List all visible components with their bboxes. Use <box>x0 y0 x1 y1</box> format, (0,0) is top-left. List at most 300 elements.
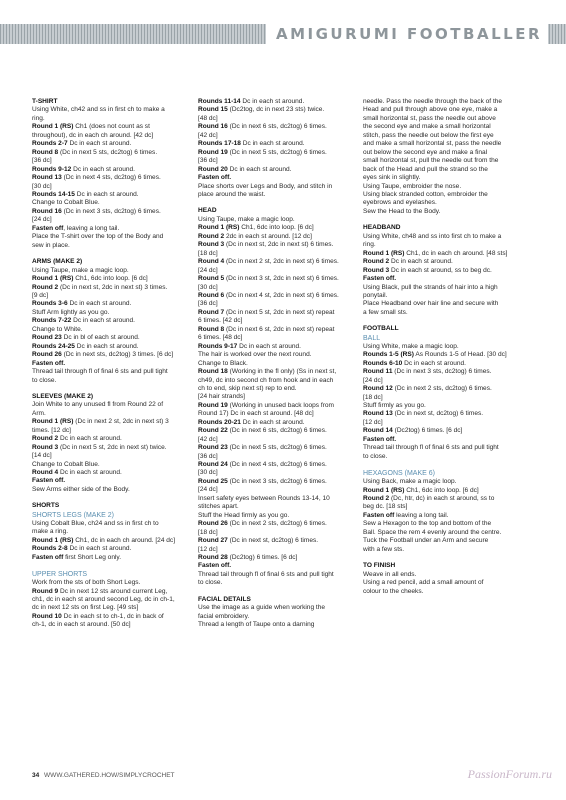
instruction-line <box>32 275 190 283</box>
instruction-text: Dc in bl of each st around. <box>61 334 140 342</box>
instruction-line <box>198 123 356 131</box>
round-label: Fasten off. <box>32 359 66 367</box>
instruction-line <box>32 469 190 477</box>
text-line: eyebrows and eyelashes. <box>363 199 437 207</box>
instruction-line <box>198 368 356 376</box>
instruction-text: (Dc in next 4 sts, dc2tog) 6 times. <box>61 174 161 182</box>
round-label: Round 5 <box>198 275 225 283</box>
text-line: needle. Pass the needle through the back of the <box>363 98 503 105</box>
text-line: Using black stranded cotton, embroider the <box>363 190 488 198</box>
instruction-line <box>32 191 190 199</box>
round-label: Round 19 <box>198 148 228 156</box>
instruction-line <box>198 520 356 528</box>
instruction-line <box>363 512 521 520</box>
instruction-text: (Dc in next sts, dc2tog) 3 times. [6 dc] <box>61 351 174 359</box>
text-line: ch to end, skip next st) rep to end. <box>198 384 297 392</box>
instruction-text: Dc in each st around. <box>402 359 466 367</box>
text-line: [30 dc] <box>198 283 218 291</box>
instruction-line <box>363 275 521 283</box>
instruction-line <box>32 317 190 325</box>
round-label: Round 16 <box>32 207 62 215</box>
section-heading: FACIAL DETAILS <box>198 595 251 603</box>
text-line: Thread tail through fl of final 6 sts and pull tight <box>363 444 499 452</box>
instruction-line <box>32 418 190 426</box>
round-label: Round 25 <box>198 477 228 485</box>
round-label: Round 24 <box>198 461 228 469</box>
text-line: place around the waist. <box>198 190 266 198</box>
instruction-line <box>198 166 356 174</box>
round-label: Round 7 <box>198 308 225 316</box>
text-line: Using Taupe, make a magic loop. <box>198 215 295 223</box>
round-label: Fasten off. <box>363 435 397 443</box>
instruction-text: Dc in each st around. <box>67 140 132 148</box>
round-label: Rounds 2-7 <box>32 140 68 148</box>
text-line: times. [12 dc] <box>32 426 71 434</box>
instruction-text: Dc in next 12 sts around current Leg, <box>58 587 168 595</box>
text-line: Tuck the Football under an Arm and secure <box>363 537 489 545</box>
round-label: Round 3 <box>363 266 390 274</box>
instruction-line <box>198 562 356 570</box>
instruction-text: (Dc in next 5 sts, dc2tog) 6 times. <box>58 148 158 156</box>
round-label: Rounds 24-25 <box>32 342 75 350</box>
instruction-text: As Rounds 1-5 of Head. [30 dc] <box>413 351 507 359</box>
instruction-line <box>198 478 356 486</box>
text-line: ponytail. <box>363 291 388 299</box>
round-label: Round 19 <box>198 401 228 409</box>
text-line: Stuff the Head firmly as you go. <box>198 511 290 519</box>
text-line: Place shorts over Legs and Body, and stitch in <box>198 182 333 190</box>
subsection-heading: UPPER SHORTS <box>32 571 88 579</box>
text-line: Using Taupe, make a magic loop. <box>32 266 129 274</box>
spacer <box>32 562 190 570</box>
column-1 <box>32 98 190 630</box>
text-line: Thread a length of Taupe onto a darning <box>198 621 315 629</box>
text-line: colour to the cheeks. <box>363 587 424 595</box>
instruction-text: (Dc in next 3 sts, dc2tog) 6 times. <box>392 368 492 376</box>
round-label: Rounds 2-8 <box>32 545 68 553</box>
round-label: Rounds 7-22 <box>32 317 72 325</box>
text-line: beg dc. [18 sts] <box>363 503 408 511</box>
footer-url: WWW.GATHERED.HOW/SIMPLYCROCHET <box>44 772 175 779</box>
text-line: eyes sink in slightly. <box>363 174 421 182</box>
text-line: stitch, pass the needle out below the first eye <box>363 131 494 139</box>
section-heading: TO FINISH <box>363 562 396 570</box>
text-line: Stuff firmly as you go. <box>363 401 426 409</box>
instruction-line <box>32 444 190 452</box>
round-label: Fasten off. <box>198 562 232 570</box>
text-line: [36 dc] <box>32 157 52 165</box>
instruction-line <box>32 123 190 131</box>
instruction-text: Dc in each st around. <box>237 342 301 350</box>
instruction-text: (Dc2tog) 6 times. [6 dc] <box>227 554 298 562</box>
text-line: to close. <box>198 579 223 587</box>
instruction-text: Dc in each st around. <box>58 469 122 477</box>
instruction-text: (Dc in next 3 sts, dc2tog) 6 times. <box>227 477 327 485</box>
text-line: [24 dc] <box>363 376 383 384</box>
page-header <box>0 0 566 46</box>
instruction-line <box>32 613 190 621</box>
instruction-line <box>32 545 190 553</box>
instruction-text: Ch1, 6dc into loop. [6 dc] <box>73 275 148 283</box>
round-label: Round 1 (RS) <box>32 275 74 283</box>
text-line: [18 dc] <box>198 528 218 536</box>
instruction-text: Dc in each st around. <box>227 165 292 173</box>
instruction-text: (Dc in next 2 st, 2dc in next st) 6 times. <box>224 258 339 266</box>
text-line: ch1, dc in each st around second Leg, dc in ch-1, <box>32 596 175 604</box>
round-label: Round 23 <box>198 444 228 452</box>
round-label: Fasten off <box>32 553 64 561</box>
text-line: [24 hair strands] <box>198 393 245 401</box>
instruction-text: first Short Leg only. <box>63 553 122 561</box>
text-line: small horizontal st, pass the needle out above <box>363 114 496 122</box>
round-label: Round 22 <box>198 427 228 435</box>
round-label: Round 20 <box>198 165 228 173</box>
instruction-line <box>32 360 190 368</box>
text-line: [9 dc] <box>32 291 49 299</box>
round-label: Round 3 <box>32 443 59 451</box>
instruction-line <box>32 300 190 308</box>
text-line: [42 dc] <box>198 131 218 139</box>
text-line: Sew the Head to the Body. <box>363 207 441 215</box>
instruction-text: Ch1, dc in each ch around. [24 dc] <box>73 536 176 544</box>
instruction-line <box>363 385 521 393</box>
instruction-text: (Working in unused back loops from <box>227 401 334 409</box>
instruction-text: Ch1, 6dc into loop. [6 dc] <box>239 224 314 232</box>
round-label: Round 11 <box>363 368 393 376</box>
instruction-text: (Dc in next 3 sts, dc2tog) 6 times. <box>61 207 161 215</box>
text-line: Using Back, make a magic loop. <box>363 478 457 486</box>
instruction-line <box>32 149 190 157</box>
round-label: Round 1 (RS) <box>198 224 240 232</box>
instruction-text: (Dc in next 2 sts, dc2tog) 6 times. <box>392 385 492 393</box>
instruction-line <box>363 410 521 418</box>
column-2 <box>198 98 356 630</box>
round-label: Round 2 <box>32 435 59 443</box>
round-label: Round 14 <box>363 427 393 435</box>
round-label: Round 26 <box>32 351 62 359</box>
round-label: Round 23 <box>32 334 62 342</box>
round-label: Round 15 <box>198 106 228 114</box>
instruction-text: Dc in each st around. <box>74 342 139 350</box>
instruction-line <box>363 427 521 435</box>
instruction-text: Dc in each st around. <box>67 545 132 553</box>
instruction-text: Dc in each st around. <box>58 435 122 443</box>
text-line: [48 dc] <box>198 114 218 122</box>
subsection-heading: HEXAGONS (MAKE 6) <box>363 470 435 478</box>
instruction-line <box>32 140 190 148</box>
instruction-text: , leaving a long tail. <box>63 224 120 232</box>
section-heading: HEAD <box>198 207 217 215</box>
instruction-text: (Dc in next 6 sts, dc2tog) 6 times. <box>227 427 327 435</box>
column-3 <box>363 98 521 596</box>
instruction-text: (Dc in next st, dc2tog) 6 times. <box>392 410 484 418</box>
instruction-line <box>32 537 190 545</box>
text-line: Using White, ch42 and ss in first ch to make a <box>32 106 165 114</box>
text-line: [18 dc] <box>363 393 383 401</box>
round-label: Round 8 <box>32 148 59 156</box>
text-line: 6 times. [48 dc] <box>198 334 243 342</box>
text-line: back of the Head and pull the strand so the <box>363 165 488 173</box>
text-line: facial embroidery. <box>198 612 250 620</box>
round-label: Round 1 (RS) <box>32 536 74 544</box>
text-line: Change to White. <box>32 325 83 333</box>
text-line: 6 times. [42 dc] <box>198 317 243 325</box>
instruction-line <box>198 461 356 469</box>
round-label: Rounds 6-10 <box>363 359 403 367</box>
text-line: Head and pull through above one eye, make a <box>363 106 498 114</box>
instruction-line <box>198 326 356 334</box>
round-label: Fasten off <box>363 511 395 519</box>
instruction-line <box>363 495 521 503</box>
text-line: Using Black, pull the strands of hair into a high <box>363 283 498 291</box>
instruction-line <box>363 360 521 368</box>
text-line: [30 dc] <box>198 469 218 477</box>
text-line: [24 dc] <box>32 216 52 224</box>
instruction-line <box>198 343 356 351</box>
instruction-text: (Dc in next 2 sts, dc2tog) 6 times. <box>227 520 327 528</box>
text-line: Place the T-shirt over the top of the Body and <box>32 233 164 241</box>
instruction-text: (Dc in next 4 sts, dc2tog) 6 times. <box>227 461 327 469</box>
instruction-text: (Dc in next 5 st, 2dc in next st) repeat <box>224 308 335 316</box>
instruction-text: Dc in each st around. <box>67 300 132 308</box>
text-line: the second eye and make a small horizontal <box>363 123 491 131</box>
text-line: Stuff Arm lightly as you go. <box>32 308 110 316</box>
text-line: Weave in all ends. <box>363 570 417 578</box>
instruction-text: (Working in the fl only) (Ss in next st, <box>227 368 337 376</box>
instruction-line <box>363 267 521 275</box>
instruction-line <box>32 554 190 562</box>
instruction-text: (Dc in next 4 st, 2dc in next st) 6 times. <box>224 291 339 299</box>
round-label: Rounds 9-12 <box>32 165 72 173</box>
round-label: Fasten off. <box>363 275 397 283</box>
instruction-line <box>198 140 356 148</box>
round-label: Round 4 <box>32 469 59 477</box>
instruction-text: Dc in each st around. <box>71 165 135 173</box>
round-label: Round 1 (RS) <box>32 123 74 131</box>
instruction-line <box>198 444 356 452</box>
instruction-text: Dc in each st around. <box>74 190 139 198</box>
text-line: dc in next 12 sts on first Leg. [49 sts] <box>32 604 139 612</box>
instruction-line <box>32 588 190 596</box>
instruction-text: Dc in each st around. <box>240 140 305 148</box>
instruction-line <box>32 174 190 182</box>
text-line: Change to Cobalt Blue. <box>32 460 100 468</box>
text-line: ring. <box>363 241 376 249</box>
instruction-line <box>198 554 356 562</box>
round-label: Round 10 <box>32 612 62 620</box>
text-line: [36 dc] <box>198 452 218 460</box>
text-line: [36 dc] <box>198 300 218 308</box>
instruction-line <box>198 402 356 410</box>
text-line: Place Headband over hair line and secure with <box>363 300 499 308</box>
text-line: [36 dc] <box>198 157 218 165</box>
round-label: Round 26 <box>198 520 228 528</box>
section-heading: HEADBAND <box>363 224 401 232</box>
round-label: Round 12 <box>363 385 393 393</box>
text-line: [42 dc] <box>198 435 218 443</box>
instruction-text: Dc in each st around. <box>240 418 305 426</box>
text-line: Round 17) Dc in each st around. [48 dc] <box>198 410 314 418</box>
section-heading: T-SHIRT <box>32 98 58 105</box>
round-label: Round 2 <box>363 495 390 503</box>
page-title: AMIGURUMI FOOTBALLER <box>266 23 548 45</box>
text-line: Using White, ch48 and ss into first ch to make a <box>363 232 502 240</box>
round-label: Round 1 (RS) <box>363 486 405 494</box>
round-label: Rounds 17-18 <box>198 140 241 148</box>
instruction-text: leaving a long tail. <box>394 511 449 519</box>
text-line: Thread tail through fl of final 6 sts and pull tight <box>32 368 168 376</box>
text-line: sew in place. <box>32 241 70 249</box>
instruction-line <box>32 284 190 292</box>
text-line: [12 dc] <box>198 545 218 553</box>
round-label: Rounds 14-15 <box>32 190 75 198</box>
round-label: Rounds 3-6 <box>32 300 68 308</box>
instruction-line <box>32 334 190 342</box>
round-label: Fasten off <box>32 224 64 232</box>
instruction-line <box>198 174 356 182</box>
text-line: ch-1, dc in each st around. [50 dc] <box>32 621 131 629</box>
text-line: to close. <box>32 376 57 384</box>
round-label: Round 4 <box>198 258 225 266</box>
instruction-line <box>198 292 356 300</box>
text-line: ring. <box>32 114 45 122</box>
round-label: Round 28 <box>198 554 228 562</box>
text-line: throughout), dc in each ch around. [42 dc] <box>32 131 154 139</box>
page-footer <box>32 772 175 779</box>
section-heading: SHORTS <box>32 502 60 510</box>
round-label: Round 13 <box>363 410 393 418</box>
subsection-heading: SHORTS LEGS (MAKE 2) <box>32 511 114 519</box>
text-line: to close. <box>363 452 388 460</box>
text-line: [24 dc] <box>198 266 218 274</box>
round-label: Round 9 <box>32 587 59 595</box>
instruction-text: (Dc2tog, dc in next 23 sts) twice. <box>227 106 325 114</box>
round-label: Round 2 <box>32 283 59 291</box>
text-line: [24 dc] <box>198 486 218 494</box>
round-label: Round 2 <box>198 232 225 240</box>
instruction-line <box>198 224 356 232</box>
instruction-text: (Dc2tog) 6 times. [6 dc] <box>392 427 463 435</box>
instruction-text: Dc in each st around, ss to beg dc. <box>389 266 492 274</box>
instruction-line <box>363 487 521 495</box>
instruction-text: (Dc in next st, 2dc in next st) 6 times. <box>224 241 334 249</box>
instruction-line <box>32 351 190 359</box>
instruction-line <box>198 275 356 283</box>
instruction-line <box>363 250 521 258</box>
round-label: Fasten off. <box>198 174 232 182</box>
instruction-text: (Dc, htr, dc) in each st around, ss to <box>389 495 495 503</box>
page-number: 34 <box>32 772 40 779</box>
text-line: Arm. <box>32 409 46 417</box>
text-line: Ball. Space the rem 4 evenly around the centre. <box>363 528 502 536</box>
round-label: Rounds 9-17 <box>198 342 238 350</box>
text-line: with a few sts. <box>363 545 405 553</box>
instruction-line <box>32 435 190 443</box>
round-label: Round 1 (RS) <box>363 249 405 257</box>
round-label: Round 6 <box>198 291 225 299</box>
round-label: Round 3 <box>198 241 225 249</box>
round-label: Fasten off. <box>32 477 66 485</box>
section-heading: ARMS (MAKE 2) <box>32 258 83 266</box>
instruction-text: (Dc in next st, dc2tog) 6 times. <box>227 537 319 545</box>
round-label: Round 27 <box>198 537 228 545</box>
round-label: Rounds 1-5 (RS) <box>363 351 414 359</box>
text-line: Join White to any unused fl from Round 22 of <box>32 401 164 409</box>
instruction-line <box>198 241 356 249</box>
text-line: Using Cobalt Blue, ch24 and ss in first ch to <box>32 519 159 527</box>
instruction-line <box>32 343 190 351</box>
instruction-line <box>198 149 356 157</box>
text-line: Using Taupe, embroider the nose. <box>363 182 462 190</box>
text-line: Insert safety eyes between Rounds 13-14, 10 <box>198 494 330 502</box>
text-line: Change to Cobalt Blue. <box>32 199 100 207</box>
round-label: Rounds 20-21 <box>198 418 241 426</box>
round-label: Round 16 <box>198 123 228 131</box>
spacer <box>363 461 521 469</box>
instruction-text: Dc in each st around. <box>240 98 305 105</box>
instruction-line <box>363 258 521 266</box>
instruction-line <box>198 309 356 317</box>
instruction-line <box>198 427 356 435</box>
instruction-text: Ch1 (does not count as st <box>73 123 150 131</box>
text-line: Sew Arms either side of the Body. <box>32 485 130 493</box>
instruction-text: 2dc in each st around. [12 dc] <box>224 232 312 240</box>
instruction-text: Dc in each st around. <box>389 258 453 266</box>
text-line: ch49, dc into second ch from hook and in each <box>198 376 334 384</box>
instruction-text: Ch1, 6dc into loop. [6 dc] <box>404 486 479 494</box>
text-line: stitches apart. <box>198 503 239 511</box>
instruction-line <box>32 225 190 233</box>
instruction-line <box>32 477 190 485</box>
text-line: Using a red pencil, add a small amount of <box>363 579 484 587</box>
text-line: and make a small horizontal st, pass the needle <box>363 140 502 148</box>
instruction-line <box>198 106 356 114</box>
instruction-text: (Dc in next 6 st, 2dc in next st) repeat <box>224 325 335 333</box>
instruction-line <box>32 166 190 174</box>
instruction-text: (Dc in next st, 2dc in next st) 3 times. <box>58 283 168 291</box>
instruction-line <box>363 436 521 444</box>
text-line: Change to Black. <box>198 359 248 367</box>
text-line: make a ring. <box>32 528 69 536</box>
section-heading: FOOTBALL <box>363 325 399 333</box>
instruction-text: Ch1, dc in each ch around. [48 sts] <box>404 249 508 257</box>
text-line: Sew a Hexagon to the top and bottom of the <box>363 520 492 528</box>
text-line: Work from the sts of both Short Legs. <box>32 579 141 587</box>
text-line: [12 dc] <box>363 418 383 426</box>
round-label: Round 8 <box>198 325 225 333</box>
instruction-line <box>198 537 356 545</box>
round-label: Round 18 <box>198 368 228 376</box>
text-line: [14 dc] <box>32 452 52 460</box>
instruction-line <box>198 258 356 266</box>
text-line: small horizontal st, pull the needle out from the <box>363 157 499 165</box>
instruction-line <box>198 419 356 427</box>
round-label: Rounds 11-14 <box>198 98 241 105</box>
instruction-line <box>363 351 521 359</box>
instruction-line <box>198 233 356 241</box>
instruction-line <box>363 368 521 376</box>
instruction-text: (Dc in next 5 st, 2dc in next st) twice. <box>58 443 167 451</box>
subsection-heading: BALL <box>363 334 381 342</box>
text-line: out below the second eye and make a final <box>363 148 488 156</box>
instruction-text: Dc in each st to ch-1, dc in back of <box>61 612 164 620</box>
round-label: Round 1 (RS) <box>32 418 74 426</box>
instruction-text: Dc in each st around. <box>71 317 135 325</box>
instruction-line <box>32 208 190 216</box>
instruction-text: (Dc in next 3 st, 2dc in next st) 6 times. <box>224 275 339 283</box>
text-line: a few small sts. <box>363 308 408 316</box>
text-line: [30 dc] <box>32 182 52 190</box>
